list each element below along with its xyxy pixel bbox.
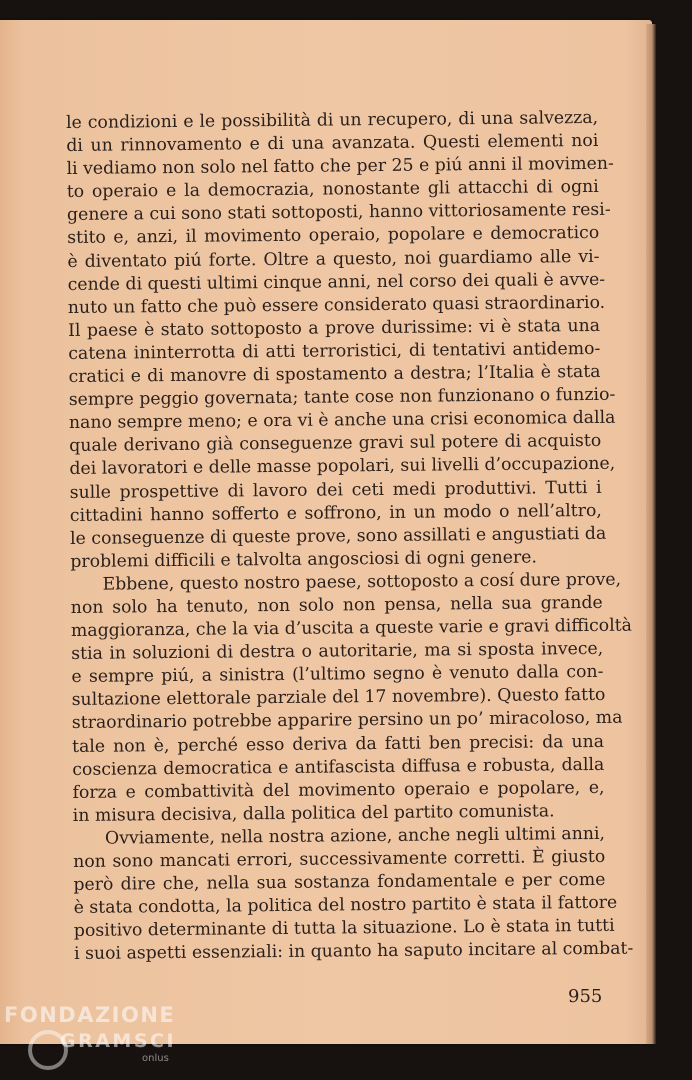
text-line: e sempre piú, a sinistra (l’ultimo segno è venuto dalla con- bbox=[71, 662, 604, 688]
text-line: genere a cui sono stati sottoposti, hanno vittoriosamente resi- bbox=[66, 200, 611, 226]
page-edge bbox=[646, 24, 656, 1044]
text-line: straordinario potrebbe apparire persino un po’ miracoloso, ma bbox=[71, 708, 623, 734]
watermark-subtitle: GRAMSCI bbox=[60, 1030, 177, 1052]
text-line: i suoi aspetti essenziali: in quanto ha saputo incitare al combat- bbox=[73, 938, 634, 965]
text-line: cittadini hanno sofferto e soffrono, in un modo o nell’altro, bbox=[69, 500, 602, 526]
text-line: coscienza democratica e antifascista diffusa e robusta, dalla bbox=[72, 754, 605, 780]
paragraph bbox=[66, 107, 616, 574]
text-line: stia in soluzioni di destra o autoritarie, ma si sposta invece, bbox=[71, 639, 604, 665]
text-line: positivo determinante di tutta la situazione. Lo è stata in tutti bbox=[73, 916, 615, 942]
text-line: è diventato piú forte. Oltre a questo, noi guardiamo alle vi- bbox=[67, 246, 600, 272]
page-number: 955 bbox=[568, 986, 603, 1007]
paragraph bbox=[70, 569, 633, 828]
text-line: dei lavoratori e delle masse popolari, sui livelli d’occupazione, bbox=[69, 454, 616, 480]
text-line: le conseguenze di queste prove, sono assillati e angustiati da bbox=[69, 523, 607, 549]
text-line: però dire che, nella sua sostanza fondamentale e per come bbox=[73, 869, 606, 896]
body-text bbox=[66, 107, 634, 967]
text-line: cratici e di manovre di spostamento a destra; l’Italia è stata bbox=[68, 361, 601, 388]
text-line: le condizioni e le possibilità di un recupero, di una salvezza, bbox=[66, 107, 599, 133]
text-line: nuto un fatto che può essere considerato quasi straordinario. bbox=[67, 292, 606, 318]
text-line: Il paese è stato sottoposto a prove durissime: vi è stata una bbox=[68, 315, 601, 341]
paragraph bbox=[73, 823, 634, 967]
text-line: Ovviamente, nella nostra azione, anche negli ultimi anni, bbox=[104, 823, 606, 849]
watermark-suffix: onlus bbox=[142, 1053, 169, 1064]
text-line: nano sempre meno; e ora vi è anche una crisi economica dalla bbox=[68, 407, 616, 434]
text-line: non sono mancati errori, successivamente corretti. È giusto bbox=[73, 846, 606, 872]
text-line: maggioranza, che la via d’uscita a queste varie e gravi difficoltà bbox=[70, 615, 633, 642]
text-line: non solo ha tenuto, non solo non pensa, nella sua grande bbox=[70, 592, 603, 618]
text-line: Ebbene, questo nostro paese, sottoposto a cosí dure prove, bbox=[102, 569, 622, 595]
text-line: problemi difficili e talvolta angosciosi di ogni genere. bbox=[70, 547, 538, 572]
text-line: tale non è, perché esso deriva da fatti ben precisi: da una bbox=[71, 731, 605, 757]
text-line: catena ininterrotta di atti terroristici, di tentativi antidemo- bbox=[68, 338, 601, 364]
text-line: di un rinnovamento e di una avanzata. Questi elementi noi bbox=[66, 130, 599, 157]
text-line: cende di questi ultimi cinque anni, nel corso dei quali è avve- bbox=[67, 269, 606, 295]
text-line: è stata condotta, la politica del nostro partito è stata il fattore bbox=[73, 892, 618, 919]
text-line: sempre peggio governata; tante cose non funzionano o funzio- bbox=[68, 384, 616, 411]
text-line: sultazione elettorale parziale del 17 novembre). Questo fatto bbox=[71, 685, 606, 711]
text-line: forza e combattività del movimento operaio e popolare, e, bbox=[72, 777, 605, 803]
text-line: quale derivano già conseguenze gravi sul potere di acquisto bbox=[69, 431, 602, 457]
text-line: stito e, anzi, il movimento operaio, popolare e democratico bbox=[67, 223, 600, 249]
watermark-title: FONDAZIONE bbox=[4, 1003, 176, 1027]
text-line: li vediamo non solo nel fatto che per 25 e piú anni il movimen- bbox=[66, 153, 614, 180]
text-line: in misura decisiva, dalla politica del partito comunista. bbox=[72, 801, 555, 826]
text-line: sulle prospettive di lavoro dei ceti medi produttivi. Tutti i bbox=[69, 477, 602, 503]
text-line: to operaio e la democrazia, nonostante gli attacchi di ogni bbox=[66, 177, 599, 203]
